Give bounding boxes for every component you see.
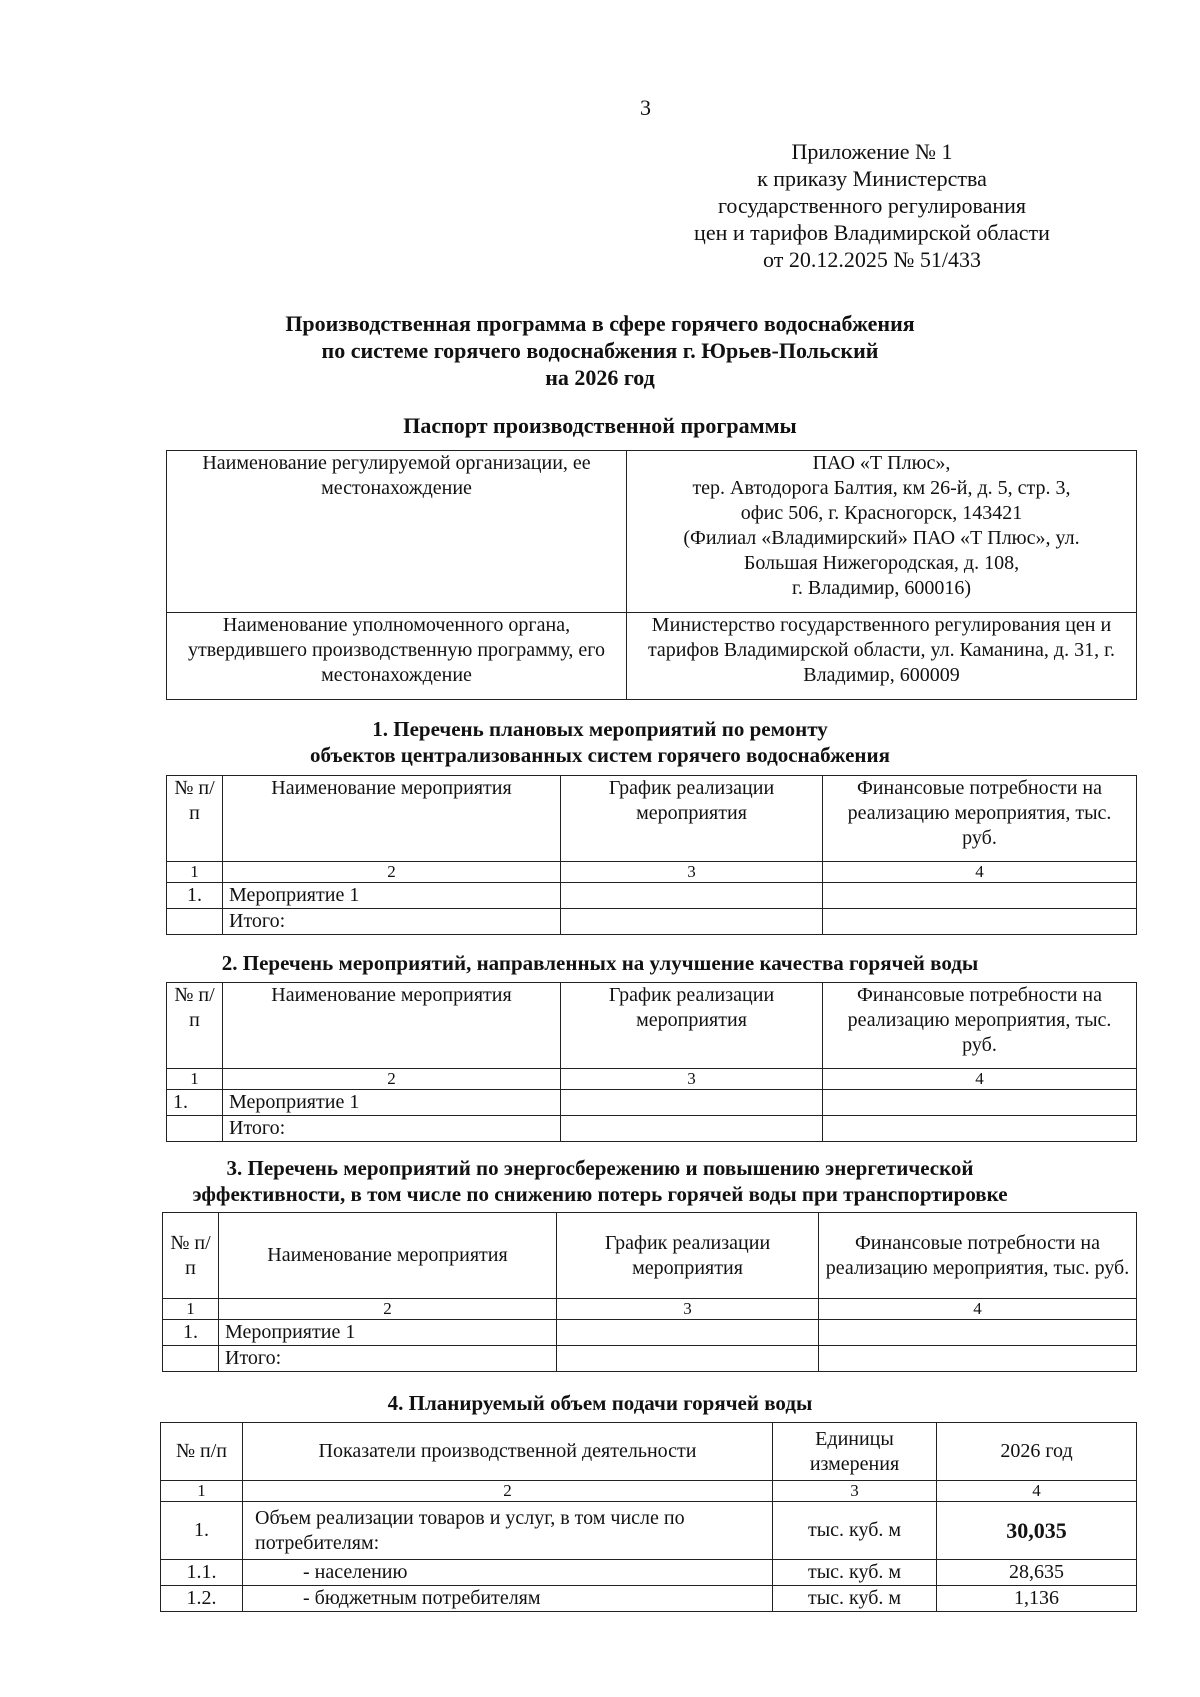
item-schedule (561, 883, 823, 909)
col-number: 1 (167, 1069, 223, 1090)
volume-row-value: 1,136 (937, 1586, 1137, 1612)
section-4-heading (0, 1390, 1200, 1416)
item-no: 1. (167, 1090, 223, 1116)
col-header-finance: Финансовые потребности на реализацию мероприятия, тыс. руб. (823, 776, 1137, 862)
col-header-schedule: График реализации мероприятия (557, 1213, 819, 1299)
appendix-line: к приказу Министерства (757, 166, 987, 191)
section-2-table (166, 982, 1137, 1142)
item-name: Мероприятие 1 (219, 1320, 557, 1346)
total-no (167, 1116, 223, 1142)
col-number: 3 (561, 862, 823, 883)
total-finance (823, 909, 1137, 935)
col-number: 4 (937, 1481, 1137, 1502)
total-label: Итого: (219, 1346, 557, 1372)
appendix-block (672, 138, 1072, 273)
col-header-name: Наименование мероприятия (223, 776, 561, 862)
col-header-finance: Финансовые потребности на реализацию мероприятия, тыс. руб. (819, 1213, 1137, 1299)
col-header-name: Наименование мероприятия (219, 1213, 557, 1299)
col-number: 2 (223, 862, 561, 883)
col-number: 1 (167, 862, 223, 883)
item-finance (823, 1090, 1137, 1116)
title-line: Производственная программа в сфере горячего водоснабжения (285, 311, 915, 336)
volume-row-value: 30,035 (937, 1502, 1137, 1560)
volume-row-name: - бюджетным потребителям (243, 1586, 773, 1612)
col-number: 1 (161, 1481, 243, 1502)
volume-row-unit: тыс. куб. м (773, 1502, 937, 1560)
col-header-no: № п/п (167, 776, 223, 862)
col-header-finance: Финансовые потребности на реализацию мероприятия, тыс. руб. (823, 983, 1137, 1069)
total-schedule (557, 1346, 819, 1372)
total-schedule (561, 909, 823, 935)
col-header-units: Единицы измерения (773, 1423, 937, 1481)
col-header-name: Наименование мероприятия (223, 983, 561, 1069)
heading-line: 4. Планируемый объем подачи горячей воды (387, 1391, 813, 1415)
volume-row-unit: тыс. куб. м (773, 1586, 937, 1612)
passport-label: Наименование регулируемой организации, ее местонахождение (167, 451, 627, 613)
section-1-table (166, 775, 1137, 935)
col-number: 4 (823, 862, 1137, 883)
total-no (167, 909, 223, 935)
heading-line: объектов централизованных систем горячего водоснабжения (310, 743, 890, 767)
col-header-schedule: График реализации мероприятия (561, 776, 823, 862)
col-header-no: № п/п (167, 983, 223, 1069)
appendix-line: Приложение № 1 (791, 139, 953, 164)
heading-line: 3. Перечень мероприятий по энергосбережению и повышению энергетической (226, 1156, 974, 1180)
passport-label: Наименование уполномоченного органа, утвердившего производственную программу, его местонахождение (167, 613, 627, 700)
value-line: офис 506, г. Красногорск, 143421 (740, 502, 1023, 524)
total-schedule (561, 1116, 823, 1142)
value-line: Большая Нижегородская, д. 108, (743, 552, 1020, 574)
total-finance (823, 1116, 1137, 1142)
value-line: (Филиал «Владимирский» ПАО «Т Плюс», ул. (683, 527, 1080, 549)
col-number: 1 (163, 1299, 219, 1320)
title-line: на 2026 год (545, 365, 655, 390)
volume-row-value: 28,635 (937, 1560, 1137, 1586)
volume-row-no: 1.2. (161, 1586, 243, 1612)
col-header-no: № п/п (163, 1213, 219, 1299)
item-name: Мероприятие 1 (223, 883, 561, 909)
title-line: по системе горячего водоснабжения г. Юрьев-Польский (321, 338, 879, 363)
passport-heading: Паспорт производственной программы (403, 413, 797, 438)
item-finance (823, 883, 1137, 909)
col-number: 2 (219, 1299, 557, 1320)
value-line: тер. Автодорога Балтия, км 26-й, д. 5, стр. 3, (692, 477, 1071, 499)
total-label: Итого: (223, 909, 561, 935)
col-number: 3 (557, 1299, 819, 1320)
section-3-table (162, 1212, 1137, 1372)
col-header-year: 2026 год (937, 1423, 1137, 1481)
col-number: 3 (773, 1481, 937, 1502)
heading-line: 2. Перечень мероприятий, направленных на улучшение качества горячей воды (221, 951, 979, 975)
item-finance (819, 1320, 1137, 1346)
section-2-heading (0, 950, 1200, 976)
heading-line: 1. Перечень плановых мероприятий по ремонту (372, 717, 828, 741)
col-number: 2 (223, 1069, 561, 1090)
item-schedule (557, 1320, 819, 1346)
appendix-line: цен и тарифов Владимирской области (694, 220, 1050, 245)
appendix-line: от 20.12.2025 № 51/433 (763, 247, 981, 272)
section-1-heading (0, 716, 1200, 768)
document-title (0, 310, 1200, 391)
item-name: Мероприятие 1 (223, 1090, 561, 1116)
section-4-table (160, 1422, 1137, 1612)
passport-value (627, 451, 1137, 613)
item-schedule (561, 1090, 823, 1116)
volume-row-name: Объем реализации товаров и услуг, в том числе по потребителям: (243, 1502, 773, 1560)
volume-row-unit: тыс. куб. м (773, 1560, 937, 1586)
volume-row-name: - населению (243, 1560, 773, 1586)
total-finance (819, 1346, 1137, 1372)
volume-row-no: 1. (161, 1502, 243, 1560)
heading-line: эффективности, в том числе по снижению потерь горячей воды при транспортировке (192, 1182, 1008, 1206)
col-number: 3 (561, 1069, 823, 1090)
appendix-line: государственного регулирования (717, 193, 1027, 218)
col-number: 4 (819, 1299, 1137, 1320)
item-no: 1. (167, 883, 223, 909)
col-header-schedule: График реализации мероприятия (561, 983, 823, 1069)
col-header-no: № п/п (161, 1423, 243, 1481)
total-label: Итого: (223, 1116, 561, 1142)
value-line: г. Владимир, 600016) (791, 577, 972, 599)
col-header-indicators: Показатели производственной деятельности (243, 1423, 773, 1481)
passport-table (166, 450, 1137, 700)
value-line: ПАО «Т Плюс», (812, 452, 951, 474)
page-number: 3 (640, 95, 651, 120)
total-no (163, 1346, 219, 1372)
passport-value: Министерство государственного регулирования цен и тарифов Владимирской области, ул. Каманина, д. 31, г. Владимир, 600009 (627, 613, 1137, 700)
section-3-heading (0, 1155, 1200, 1207)
item-no: 1. (163, 1320, 219, 1346)
volume-row-no: 1.1. (161, 1560, 243, 1586)
col-number: 2 (243, 1481, 773, 1502)
col-number: 4 (823, 1069, 1137, 1090)
